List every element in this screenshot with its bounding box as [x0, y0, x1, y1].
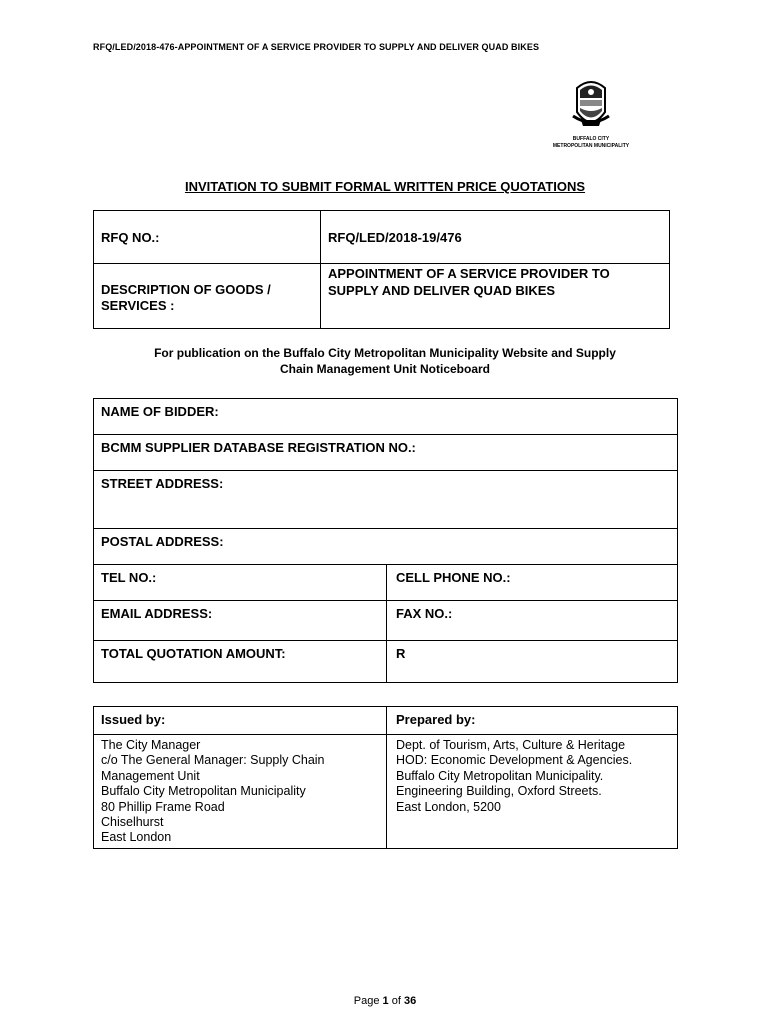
total-amount-label: TOTAL QUOTATION AMOUNT:	[101, 646, 286, 661]
rfq-table	[93, 210, 670, 329]
street-address-field: STREET ADDRESS:	[101, 476, 224, 491]
tel-field: TEL NO.:	[101, 570, 157, 585]
description-value: APPOINTMENT OF A SERVICE PROVIDER TO SUPPLY AND DELIVER QUAD BIKES	[328, 266, 610, 298]
page-current: 1	[382, 995, 389, 1007]
page-title: INVITATION TO SUBMIT FORMAL WRITTEN PRICE QUOTATIONS	[184, 179, 586, 194]
issuer-body-row	[94, 735, 678, 849]
municipality-logo	[548, 76, 634, 152]
registration-row	[94, 435, 678, 471]
total-amount-field: R	[396, 646, 406, 661]
logo-text-line2: METROPOLITAN MUNICIPALITY	[552, 143, 630, 149]
issued-by-address: The City Manager c/o The General Manager: Supply Chain Management Unit Buffalo City Metropolitan Municipality 80 Phillip Frame Road Chiselhurst East London	[101, 738, 325, 845]
email-field: EMAIL ADDRESS:	[101, 606, 213, 621]
fax-field: FAX NO.:	[396, 606, 453, 621]
description-label: DESCRIPTION OF GOODS / SERVICES :	[101, 282, 271, 313]
prepared-by-label: Prepared by:	[396, 712, 476, 727]
of-word: of	[391, 995, 401, 1007]
coat-of-arms-icon	[571, 76, 611, 134]
bidder-form	[93, 398, 678, 683]
issued-by-label: Issued by:	[101, 712, 166, 727]
postal-address-field: POSTAL ADDRESS:	[101, 534, 224, 549]
running-header: RFQ/LED/2018-476-APPOINTMENT OF A SERVICE PROVIDER TO SUPPLY AND DELIVER QUAD BIKES	[93, 42, 540, 52]
rfq-value: RFQ/LED/2018-19/476	[328, 230, 462, 245]
bidder-name-row	[94, 399, 678, 435]
street-address-row	[94, 471, 678, 529]
cell-phone-field: CELL PHONE NO.:	[396, 570, 511, 585]
page-total: 36	[403, 995, 417, 1007]
issuer-table	[93, 706, 678, 849]
phone-row	[94, 565, 678, 601]
description-row	[94, 264, 670, 329]
issuer-header-row	[94, 707, 678, 735]
postal-address-row	[94, 529, 678, 565]
rfq-row	[94, 211, 670, 264]
email-fax-row	[94, 601, 678, 641]
prepared-by-address: Dept. of Tourism, Arts, Culture & Heritage HOD: Economic Development & Agencies. Buffalo City Metropolitan Municipality. Engineering Building, Oxford Streets. East London, 5200	[396, 738, 633, 814]
rfq-label: RFQ NO.:	[101, 230, 160, 245]
total-amount-row	[94, 641, 678, 683]
registration-field: BCMM SUPPLIER DATABASE REGISTRATION NO.:	[101, 440, 416, 455]
page-word: Page	[353, 995, 380, 1007]
publication-note: For publication on the Buffalo City Metropolitan Municipality Website and Supply Chain Management Unit Noticeboard	[154, 346, 616, 376]
logo-text-line1: BUFFALO CITY	[572, 136, 610, 142]
page-footer	[0, 995, 770, 1007]
bidder-name-field: NAME OF BIDDER:	[101, 404, 219, 419]
